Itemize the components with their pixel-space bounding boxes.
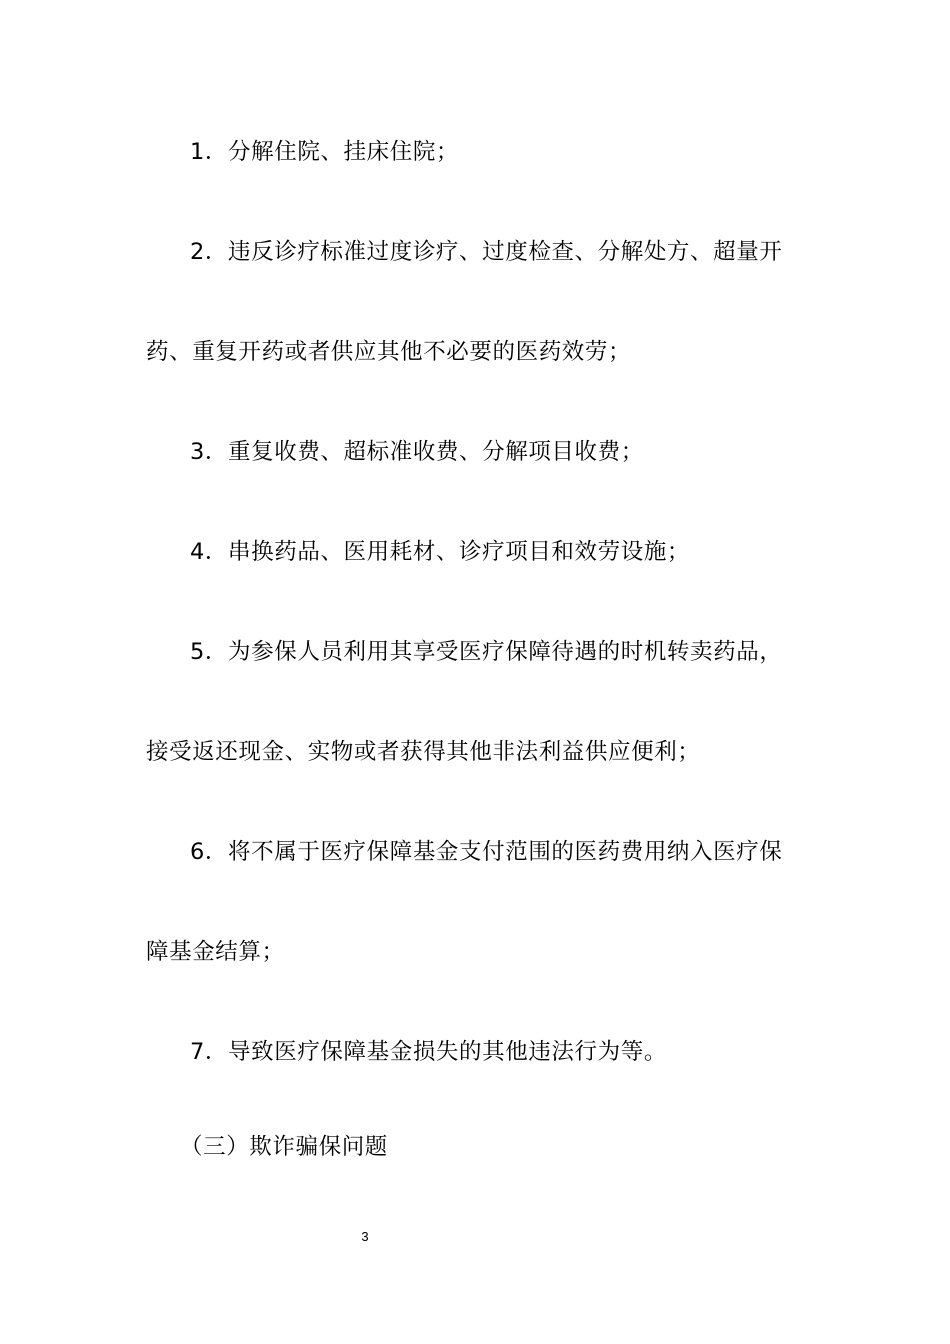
list-item-5: 5．为参保人员利用其享受医疗保障待遇的时机转卖药品， bbox=[190, 639, 783, 665]
list-item-6-continuation: 障基金结算； bbox=[146, 939, 285, 965]
list-item-4: 4．串换药品、医用耗材、诊疗项目和效劳设施； bbox=[190, 539, 691, 565]
list-item-6: 6．将不属于医疗保障基金支付范围的医药费用纳入医疗保 bbox=[190, 839, 783, 865]
page-number: 3 bbox=[361, 1229, 369, 1244]
list-item-2: 2．违反诊疗标准过度诊疗、过度检查、分解处方、超量开 bbox=[190, 239, 783, 265]
list-item-5-continuation: 接受返还现金、实物或者获得其他非法利益供应便利； bbox=[146, 739, 701, 765]
list-item-2-continuation: 药、重复开药或者供应其他不必要的医药效劳； bbox=[146, 339, 632, 365]
list-item-7: 7．导致医疗保障基金损失的其他违法行为等。 bbox=[190, 1039, 667, 1065]
list-item-3: 3．重复收费、超标准收费、分解项目收费； bbox=[190, 439, 644, 465]
section-heading: （三）欺诈骗保问题 bbox=[180, 1134, 388, 1160]
list-item-1: 1．分解住院、挂床住院； bbox=[190, 139, 460, 165]
